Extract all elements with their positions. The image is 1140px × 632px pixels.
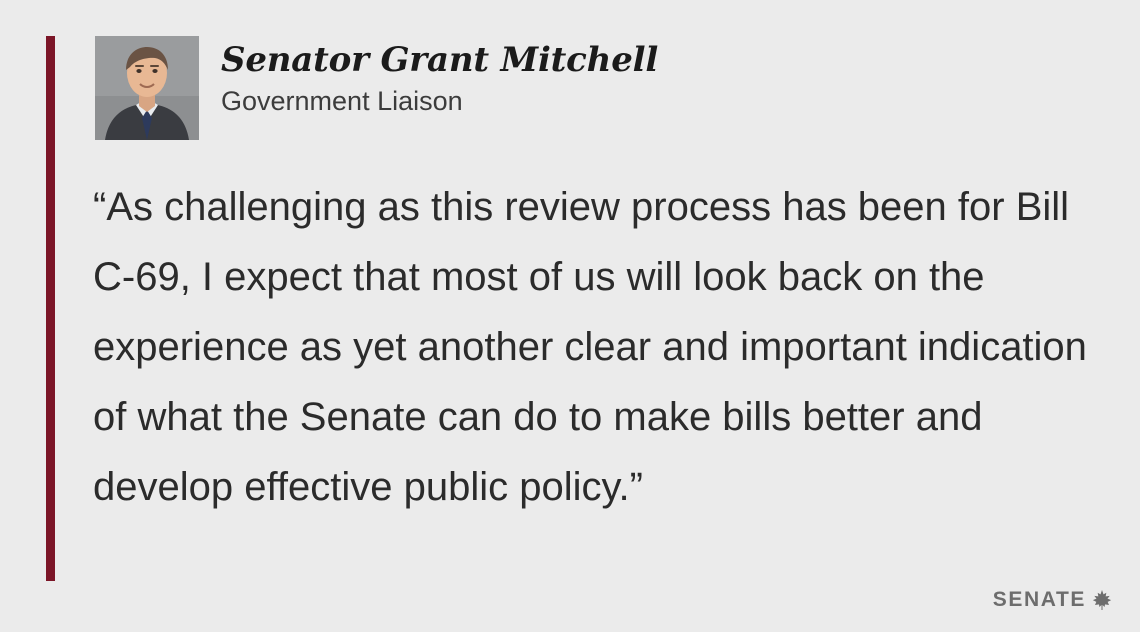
brand-lockup [993, 588, 1112, 612]
avatar [95, 36, 199, 140]
speaker-name-block [221, 36, 658, 120]
speaker-name: Senator Grant Mitchell [221, 40, 659, 80]
speaker-title: Government Liaison [221, 86, 463, 116]
speaker-header [95, 36, 658, 140]
accent-bar [46, 36, 55, 581]
quote-text: “As challenging as this review process has been for Bill C-69, I expect that most of us will look back on the experience as yet another clear and important indication of what the Senate can do to make bills better and develop effective public policy.” [93, 185, 1087, 509]
maple-leaf-icon [1092, 589, 1112, 611]
brand-label: SENATE [992, 588, 1086, 611]
